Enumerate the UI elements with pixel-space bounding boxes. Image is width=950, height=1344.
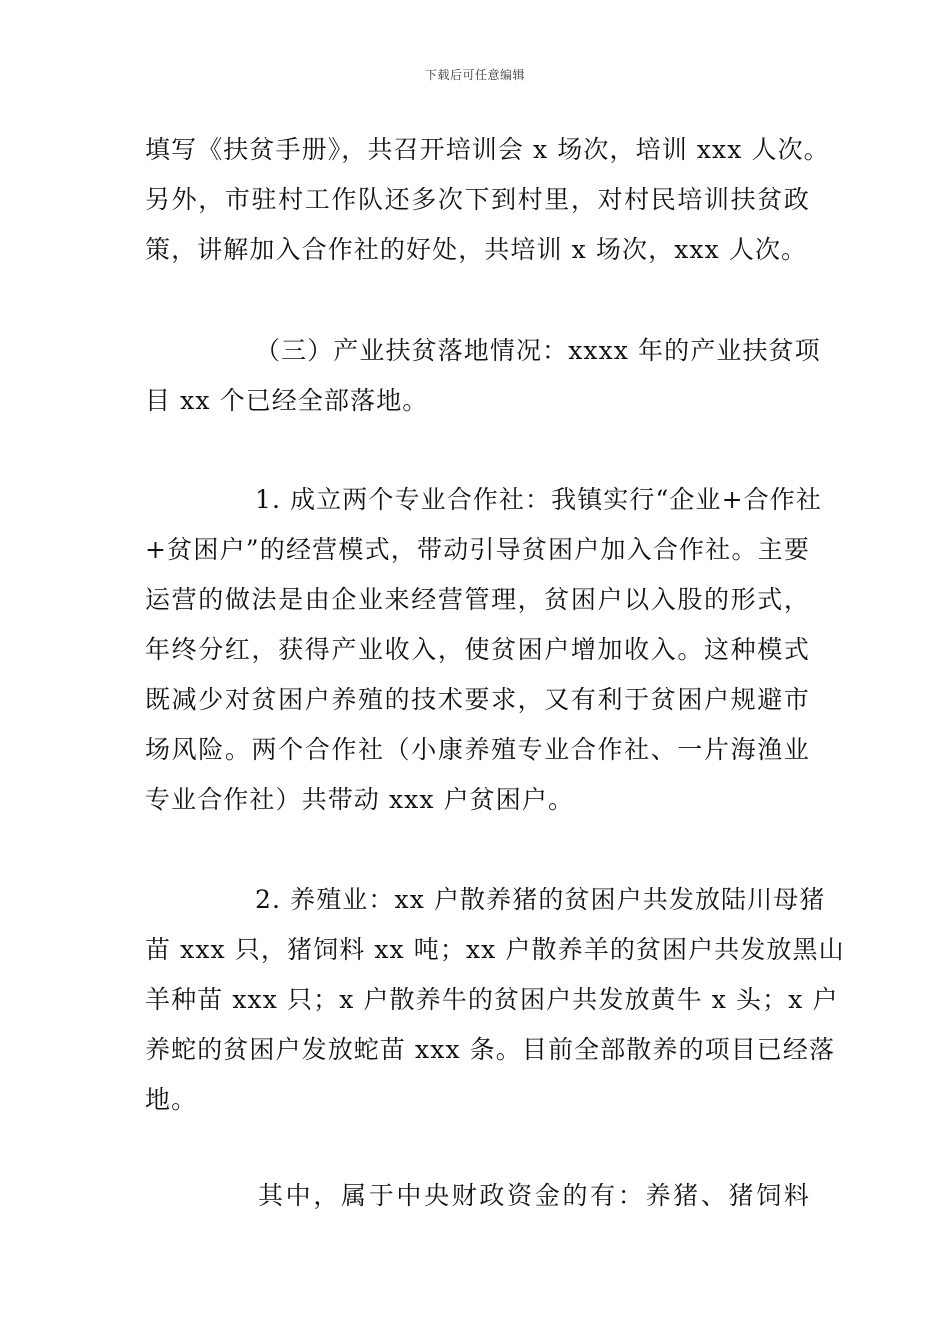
paragraph-3-line-4: 年终分红，获得产业收入，使贫困户增加收入。这种模式 [145, 635, 810, 664]
paragraph-4-line-2: 苗 xxx 只，猪饲料 xx 吨；xx 户散养羊的贫困户共发放黑山 [145, 935, 845, 964]
paragraph-3-line-1: 1. 成立两个专业合作社：我镇实行“企业+合作社 [255, 485, 822, 514]
paragraph-2-line-2: 目 xx 个已经全部落地。 [145, 386, 429, 415]
paragraph-3-line-3: 运营的做法是由企业来经营管理，贫困户以入股的形式， [145, 585, 810, 614]
header-note: 下载后可任意编辑 [424, 68, 525, 82]
paragraph-4-line-4: 养蛇的贫困户发放蛇苗 xxx 条。目前全部散养的项目已经落 [145, 1035, 836, 1064]
paragraph-2-line-1: （三）产业扶贫落地情况：xxxx 年的产业扶贫项 [255, 336, 821, 365]
paragraph-3-line-2: +贫困户”的经营模式，带动引导贫困户加入合作社。主要 [145, 535, 810, 564]
paragraph-3-line-7: 专业合作社）共带动 xxx 户贫困户。 [145, 785, 575, 814]
paragraph-4-line-3: 羊种苗 xxx 只；x 户散养牛的贫困户共发放黄牛 x 头；x 户 [145, 985, 839, 1014]
paragraph-1-line-3: 策，讲解加入合作社的好处，共培训 x 场次，xxx 人次。 [145, 235, 808, 264]
paragraph-1-line-1: 填写《扶贫手册》，共召开培训会 x 场次，培训 xxx 人次。 [145, 135, 830, 164]
paragraph-3-line-5: 既减少对贫困户养殖的技术要求，又有利于贫困户规避市 [145, 685, 810, 714]
paragraph-4-line-5: 地。 [145, 1085, 198, 1114]
paragraph-4-line-1: 2. 养殖业：xx 户散养猪的贫困户共发放陆川母猪 [255, 885, 826, 914]
paragraph-1-line-2: 另外，市驻村工作队还多次下到村里，对村民培训扶贫政 [145, 185, 810, 214]
paragraph-3-line-6: 场风险。两个合作社（小康养殖专业合作社、一片海渔业 [145, 735, 810, 764]
paragraph-5-line-1: 其中，属于中央财政资金的有：养猪、猪饲料 [258, 1181, 810, 1210]
